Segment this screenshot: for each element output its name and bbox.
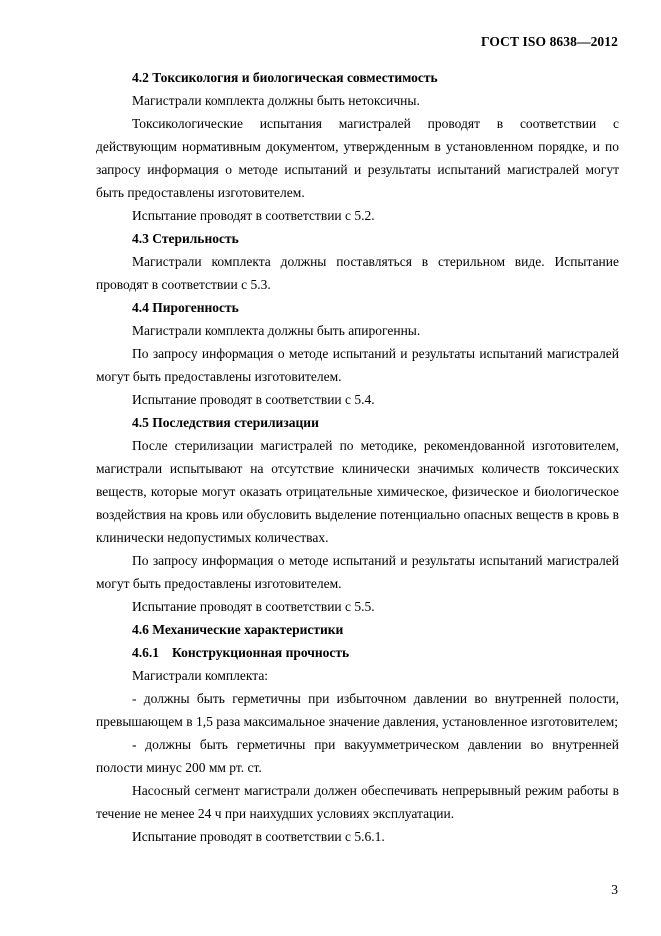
subsection-title: Конструкционная прочность [172, 645, 350, 660]
paragraph: Токсикологические испытания магистралей проводят в соответствии с действующим нормативным документом, утвержденным в установленном порядке, и по запросу информация о методе испытаний и результаты испытаний магистралей могут быть предоставлены изготовителем. [96, 116, 619, 200]
paragraph: Испытание проводят в соответствии с 5.5. [132, 599, 375, 614]
paragraph: Испытание проводят в соответствии с 5.4. [132, 392, 375, 407]
paragraph: Магистрали комплекта должны быть апирогенны. [132, 323, 421, 338]
section-heading-4-3: 4.3 Стерильность [132, 231, 239, 246]
list-item: - должны быть герметичны при избыточном давлении во внутренней полости, превышающем в 1,5 раза максимальное значение давления, установленное изготовителем; [96, 691, 619, 729]
paragraph: По запросу информация о методе испытаний и результаты испытаний магистралей могут быть предоставлены изготовителем. [96, 553, 619, 591]
section-heading-4-2: 4.2 Токсикология и биологическая совместимость [132, 70, 438, 85]
paragraph: По запросу информация о методе испытаний и результаты испытаний магистралей могут быть предоставлены изготовителем. [96, 346, 619, 384]
paragraph: После стерилизации магистралей по методике, рекомендованной изготовителем, магистрали испытывают на отсутствие клинически значимых количеств токсических веществ, которые могут оказать отрицательные химическое, физическое и биологическое воздействия на кровь или обусловить выделение потенциально опасных веществ в кровь в клинически недопустимых количествах. [96, 438, 619, 545]
paragraph: Насосный сегмент магистрали должен обеспечивать непрерывный режим работы в течение не менее 24 ч при наихудших условиях эксплуатации. [96, 783, 619, 821]
page-number: 3 [611, 882, 618, 897]
list-item: - должны быть герметичны при вакуумметрическом давлении во внутренней полости минус 200 мм рт. ст. [96, 737, 619, 775]
paragraph: Испытание проводят в соответствии с 5.6.1. [132, 829, 385, 844]
paragraph: Магистрали комплекта должны поставляться в стерильном виде. Испытание проводят в соответствии с 5.3. [96, 254, 619, 292]
section-heading-4-5: 4.5 Последствия стерилизации [132, 415, 319, 430]
paragraph: Магистрали комплекта: [132, 668, 269, 683]
section-heading-4-6-1 [96, 641, 619, 664]
section-heading-4-6: 4.6 Механические характеристики [132, 622, 344, 637]
document-code-header: ГОСТ ISO 8638—2012 [481, 34, 618, 49]
subsection-number: 4.6.1 [132, 645, 159, 660]
document-body [96, 66, 619, 848]
section-heading-4-4: 4.4 Пирогенность [132, 300, 239, 315]
paragraph: Испытание проводят в соответствии с 5.2. [132, 208, 375, 223]
paragraph: Магистрали комплекта должны быть нетоксичны. [132, 93, 420, 108]
